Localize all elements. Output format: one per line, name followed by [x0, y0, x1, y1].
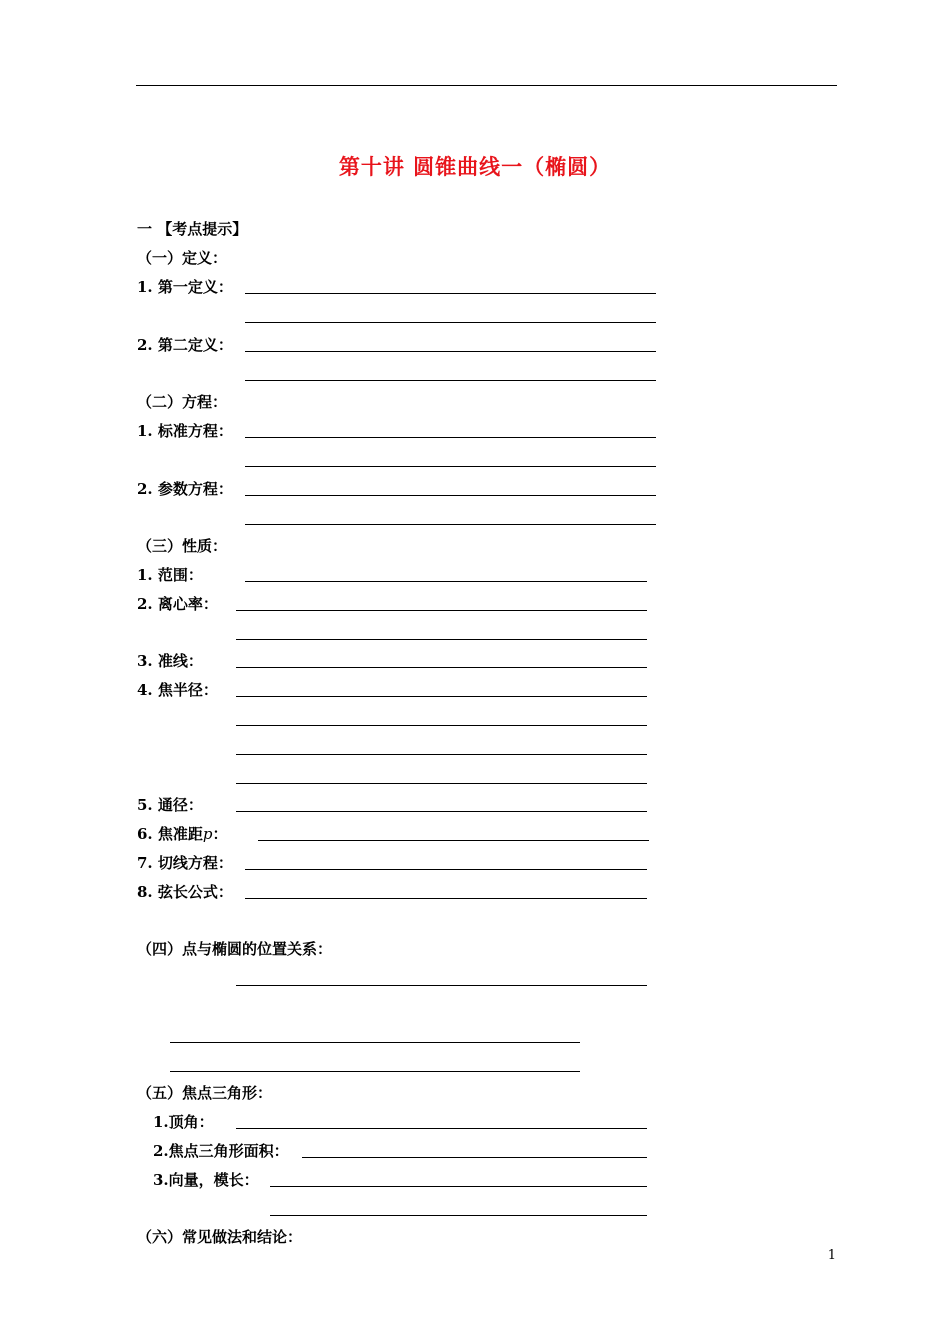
- tangent-equation-label: 7. 切线方程：: [137, 854, 233, 872]
- vector-modulus-blank-2[interactable]: [270, 1215, 647, 1216]
- equation-heading: （二）方程：: [137, 393, 228, 411]
- focal-radius-blank-3[interactable]: [236, 754, 647, 755]
- page-number: 1: [827, 1248, 836, 1263]
- standard-equation-blank-2[interactable]: [245, 466, 656, 467]
- chord-length-blank[interactable]: [245, 898, 647, 899]
- tangent-equation-blank[interactable]: [245, 869, 647, 870]
- range-label: 1. 范围：: [137, 566, 203, 584]
- definition-heading: （一）定义：: [137, 249, 228, 267]
- standard-equation-blank-1[interactable]: [245, 437, 656, 438]
- page-title: 第十讲 圆锥曲线一（椭圆）: [338, 154, 612, 179]
- second-definition-blank-1[interactable]: [245, 351, 656, 352]
- directrix-label: 3. 准线：: [137, 652, 203, 670]
- properties-heading: （三）性质：: [137, 537, 228, 555]
- range-blank[interactable]: [245, 581, 647, 582]
- point-position-blank-2[interactable]: [170, 1042, 580, 1043]
- common-methods-heading: （六）常见做法和结论：: [137, 1228, 303, 1246]
- second-definition-label: 2. 第二定义：: [137, 336, 233, 354]
- parametric-equation-blank-2[interactable]: [245, 524, 656, 525]
- focal-radius-blank-1[interactable]: [236, 696, 647, 697]
- focal-radius-blank-2[interactable]: [236, 725, 647, 726]
- standard-equation-label: 1. 标准方程：: [137, 422, 233, 440]
- triangle-area-label: 2.焦点三角形面积：: [153, 1142, 289, 1160]
- first-definition-blank-1[interactable]: [245, 293, 656, 294]
- focal-parameter-blank[interactable]: [258, 840, 649, 841]
- eccentricity-label: 2. 离心率：: [137, 595, 218, 613]
- vector-modulus-blank-1[interactable]: [270, 1186, 647, 1187]
- directrix-blank[interactable]: [236, 667, 647, 668]
- section-heading-key-points: 一 【考点提示】: [137, 220, 248, 238]
- apex-angle-label: 1.顶角：: [153, 1113, 214, 1131]
- parametric-equation-blank-1[interactable]: [245, 495, 656, 496]
- first-definition-label: 1. 第一定义：: [137, 278, 233, 296]
- latus-rectum-label: 5. 通径：: [137, 796, 203, 814]
- focal-parameter-variable: p: [202, 825, 213, 843]
- point-position-blank-3[interactable]: [170, 1071, 580, 1072]
- vector-modulus-label: 3.向量，模长：: [153, 1171, 259, 1189]
- second-definition-blank-2[interactable]: [245, 380, 656, 381]
- latus-rectum-blank[interactable]: [236, 811, 647, 812]
- apex-angle-blank[interactable]: [236, 1128, 647, 1129]
- header-rule: [136, 85, 837, 86]
- chord-length-label: 8. 弦长公式：: [137, 883, 233, 901]
- focal-parameter-prefix: 6. 焦准距: [137, 825, 203, 843]
- eccentricity-blank-1[interactable]: [236, 610, 647, 611]
- focal-parameter-label: [137, 825, 228, 843]
- point-position-heading: （四）点与椭圆的位置关系：: [137, 940, 333, 958]
- focal-radius-blank-4[interactable]: [236, 783, 647, 784]
- point-position-blank-1[interactable]: [236, 985, 647, 986]
- focal-triangle-heading: （五）焦点三角形：: [137, 1084, 273, 1102]
- triangle-area-blank[interactable]: [302, 1157, 647, 1158]
- eccentricity-blank-2[interactable]: [236, 639, 647, 640]
- parametric-equation-label: 2. 参数方程：: [137, 480, 233, 498]
- focal-radius-label: 4. 焦半径：: [137, 681, 218, 699]
- focal-parameter-suffix: ：: [212, 825, 228, 843]
- first-definition-blank-2[interactable]: [245, 322, 656, 323]
